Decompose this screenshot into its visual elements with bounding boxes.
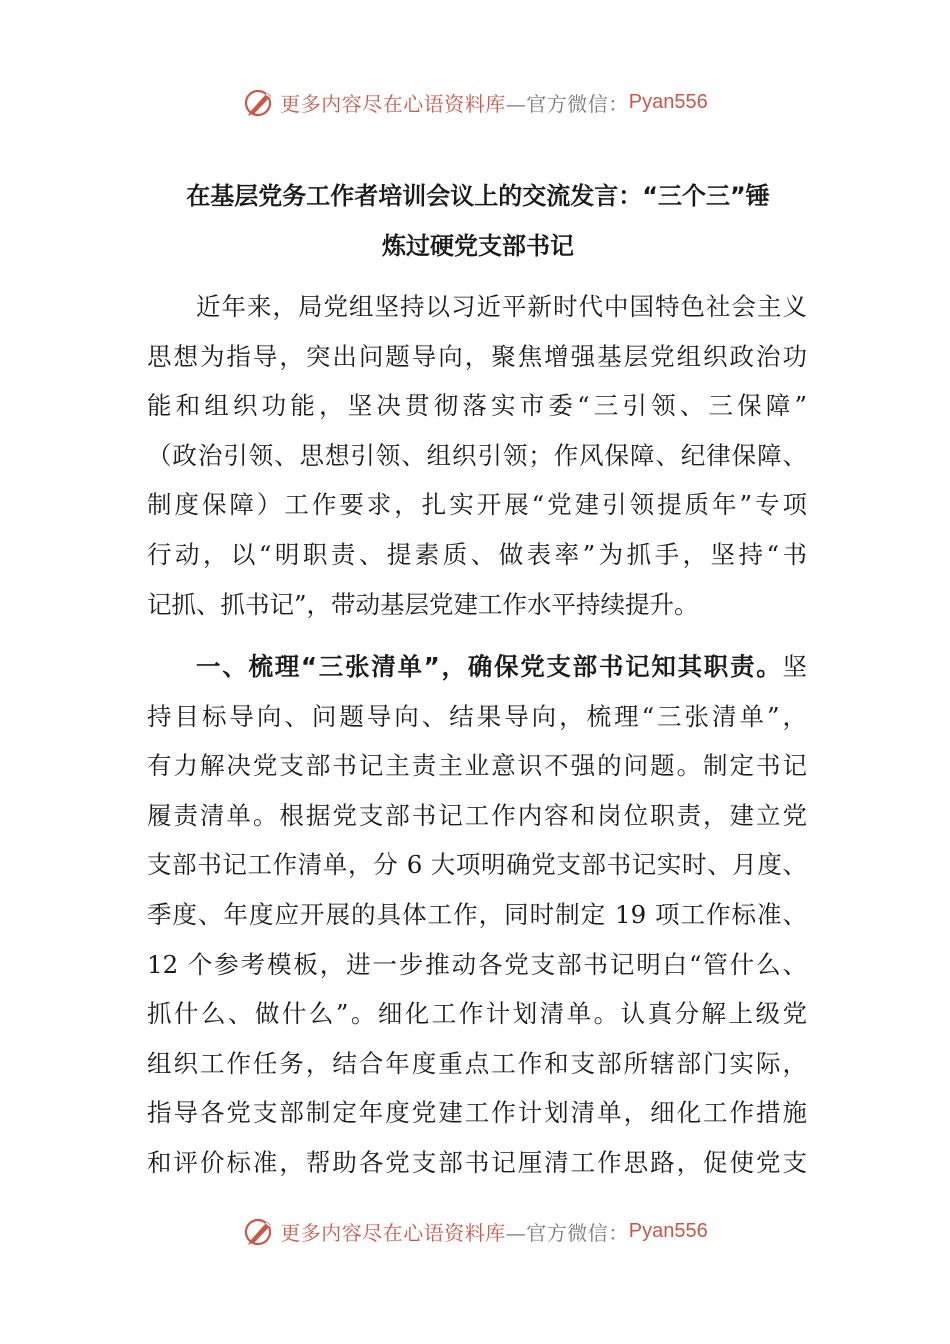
paragraph-line: 思想为指导，突出问题导向，聚焦增强基层党组织政治功 [147, 341, 807, 371]
paragraph-line: （政治引领、思想引领、组织引领；作风保障、纪律保障、 [147, 440, 807, 470]
banner-wechat-id: Pyan556 [628, 90, 708, 113]
paragraph-line: 持目标导向、问题导向、结果导向，梳理“三张清单”， [147, 701, 807, 731]
section-1-first-line-tail: 坚 [782, 652, 807, 681]
banner-brand-text: 更多内容尽在心语资料库 [280, 1220, 506, 1245]
paragraph-line: 有力解决党支部书记主责主业意识不强的问题。制定书记 [147, 751, 807, 781]
paragraph-line: 12 个参考模板，进一步推动各党支部书记明白“管什么、 [147, 949, 807, 979]
section-1-heading: 一、梳理“三张清单”，确保党支部书记知其职责。 [196, 652, 783, 681]
paragraph-line: 行动，以“明职责、提素质、做表率”为抓手，坚持“书 [147, 539, 807, 569]
intro-paragraph [147, 282, 807, 629]
banner-separator-text: —官方微信： [505, 91, 629, 116]
footer-banner [0, 1211, 950, 1251]
paragraph-line: 季度、年度应开展的具体工作，同时制定 19 项工作标准、 [147, 899, 807, 929]
paragraph-line: 履责清单。根据党支部书记工作内容和岗位职责，建立党 [147, 800, 807, 830]
paragraph-line: 近年来，局党组坚持以习近平新时代中国特色社会主义 [196, 292, 807, 321]
header-banner [0, 82, 950, 122]
pen-logo-icon [242, 85, 276, 119]
banner-brand-text: 更多内容尽在心语资料库 [280, 91, 506, 116]
banner-separator-text: —官方微信： [505, 1220, 629, 1245]
paragraph-line: 抓什么、做什么”。细化工作计划清单。认真分解上级党 [147, 999, 807, 1029]
paragraph-line: 能和组织功能，坚决贯彻落实市委“三引领、三保障” [147, 391, 807, 421]
paragraph-line: 制度保障）工作要求，扎实开展“党建引领提质年”专项 [147, 490, 807, 520]
paragraph-line: 和评价标准，帮助各党支部书记厘清工作思路，促使党支 [147, 1147, 807, 1177]
paragraph-line: 组织工作任务，结合年度重点工作和支部所辖部门实际， [147, 1048, 807, 1078]
paragraph-line: 支部书记工作清单，分 6 大项明确党支部书记实时、月度、 [147, 850, 807, 880]
pen-logo-icon [242, 1214, 276, 1248]
paragraph-line: 记抓、抓书记”，带动基层党建工作水平持续提升。 [147, 589, 699, 619]
section-1-paragraph [147, 642, 807, 1188]
banner-wechat-id: Pyan556 [628, 1219, 708, 1242]
document-title-line-2: 炼过硬党支部书记 [382, 232, 574, 260]
section-1-first-line [147, 642, 807, 692]
paragraph-line: 指导各党支部制定年度党建工作计划清单，细化工作措施 [147, 1098, 807, 1128]
document-title-line-1: 在基层党务工作者培训会议上的交流发言：“三个三”锤 [186, 182, 770, 210]
